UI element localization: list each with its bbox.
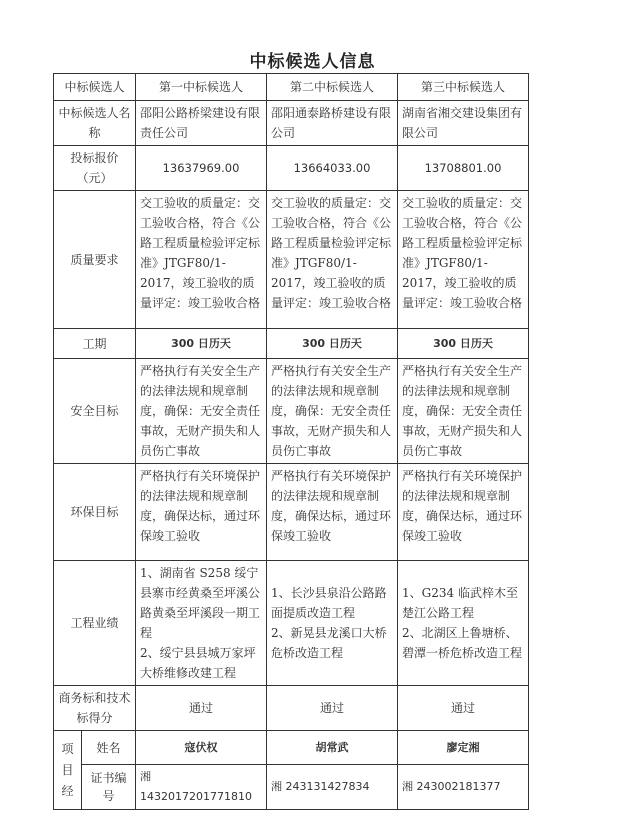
table-row-env bbox=[54, 464, 529, 561]
candidate-3-env: 严格执行有关环境保护的法律法规和规章制度，确保达标，通过环保竣工验收 bbox=[398, 464, 529, 561]
candidate-1-price: 13637969.00 bbox=[136, 146, 267, 191]
label-bid-price: 投标报价（元） bbox=[54, 146, 136, 191]
table-row-score bbox=[54, 686, 529, 731]
candidate-2-period: 300 日历天 bbox=[267, 329, 398, 359]
candidate-2-name: 邵阳通泰路桥建设有限公司 bbox=[267, 101, 398, 146]
table-row-name bbox=[54, 101, 529, 146]
candidate-2-env: 严格执行有关环境保护的法律法规和规章制度，确保达标，通过环保竣工验收 bbox=[267, 464, 398, 561]
page-title: 中标候选人信息 bbox=[249, 52, 376, 72]
candidate-3-record: 1、G234 临武梓木至楚江公路工程 2、北湖区上鲁塘桥、碧潭一桥危桥改造工程 bbox=[398, 561, 529, 686]
header-candidate: 中标候选人 bbox=[54, 74, 136, 101]
label-cert-number: 证书编号 bbox=[82, 765, 136, 810]
candidate-3-period: 300 日历天 bbox=[398, 329, 529, 359]
label-record: 工程业绩 bbox=[54, 561, 136, 686]
candidate-3-safety: 严格执行有关安全生产的法律法规和规章制度，确保：无安全责任事故，无财产损失和人员伤亡事故 bbox=[398, 359, 529, 464]
label-safety: 安全目标 bbox=[54, 359, 136, 464]
candidate-1-period: 300 日历天 bbox=[136, 329, 267, 359]
table-row-safety bbox=[54, 359, 529, 464]
candidate-1-name: 邵阳公路桥梁建设有限责任公司 bbox=[136, 101, 267, 146]
table-row-manager-cert bbox=[54, 765, 529, 810]
label-candidate-name: 中标候选人名称 bbox=[54, 101, 136, 146]
candidate-3-name: 湖南省湘交建设集团有限公司 bbox=[398, 101, 529, 146]
candidate-2-record: 1、长沙县泉沿公路路面提质改造工程 2、新晃县龙溪口大桥危桥改造工程 bbox=[267, 561, 398, 686]
table-header-row bbox=[54, 74, 529, 101]
candidate-1-score: 通过 bbox=[136, 686, 267, 731]
label-env: 环保目标 bbox=[54, 464, 136, 561]
candidate-1-env: 严格执行有关环境保护的法律法规和规章制度，确保达标，通过环保竣工验收 bbox=[136, 464, 267, 561]
table-row-period bbox=[54, 329, 529, 359]
label-score: 商务标和技术标得分 bbox=[54, 686, 136, 731]
label-manager-name: 姓名 bbox=[82, 731, 136, 765]
header-third-candidate: 第三中标候选人 bbox=[398, 74, 529, 101]
label-quality: 质量要求 bbox=[54, 191, 136, 329]
candidate-1-cert: 湘 1432017201771810 bbox=[136, 765, 267, 810]
header-first-candidate: 第一中标候选人 bbox=[136, 74, 267, 101]
label-period: 工期 bbox=[54, 329, 136, 359]
header-second-candidate: 第二中标候选人 bbox=[267, 74, 398, 101]
candidate-3-score: 通过 bbox=[398, 686, 529, 731]
candidate-1-quality: 交工验收的质量定：交工验收合格，符合《公路工程质量检验评定标准》JTGF80/1-2017，竣工验收的质量评定：竣工验收合格 bbox=[136, 191, 267, 329]
candidate-3-manager-name: 廖定湘 bbox=[398, 731, 529, 765]
candidate-2-price: 13664033.00 bbox=[267, 146, 398, 191]
candidate-1-manager-name: 寇伏权 bbox=[136, 731, 267, 765]
candidate-2-manager-name: 胡常武 bbox=[267, 731, 398, 765]
candidate-3-quality: 交工验收的质量定：交工验收合格，符合《公路工程质量检验评定标准》JTGF80/1-2017，竣工验收的质量评定：竣工验收合格 bbox=[398, 191, 529, 329]
table-row-quality bbox=[54, 191, 529, 329]
table-row-price bbox=[54, 146, 529, 191]
candidate-1-record: 1、湖南省 S258 绥宁县寨市经黄桑至坪溪公路黄桑至坪溪段一期工程 2、绥宁县县城万家坪大桥维修改建工程 bbox=[136, 561, 267, 686]
project-manager-label-text: 项目经 bbox=[61, 741, 74, 798]
candidate-3-cert: 湘 243002181377 bbox=[398, 765, 529, 810]
candidate-2-score: 通过 bbox=[267, 686, 398, 731]
candidate-1-safety: 严格执行有关安全生产的法律法规和规章制度，确保：无安全责任事故，无财产损失和人员伤亡事故 bbox=[136, 359, 267, 464]
table-row-record bbox=[54, 561, 529, 686]
candidate-table bbox=[53, 73, 529, 810]
candidate-2-quality: 交工验收的质量定：交工验收合格，符合《公路工程质量检验评定标准》JTGF80/1-2017，竣工验收的质量评定：竣工验收合格 bbox=[267, 191, 398, 329]
candidate-3-price: 13708801.00 bbox=[398, 146, 529, 191]
candidate-2-safety: 严格执行有关安全生产的法律法规和规章制度，确保：无安全责任事故，无财产损失和人员伤亡事故 bbox=[267, 359, 398, 464]
candidate-2-cert: 湘 243131427834 bbox=[267, 765, 398, 810]
label-project-manager bbox=[54, 731, 82, 810]
table-row-manager-name bbox=[54, 731, 529, 765]
